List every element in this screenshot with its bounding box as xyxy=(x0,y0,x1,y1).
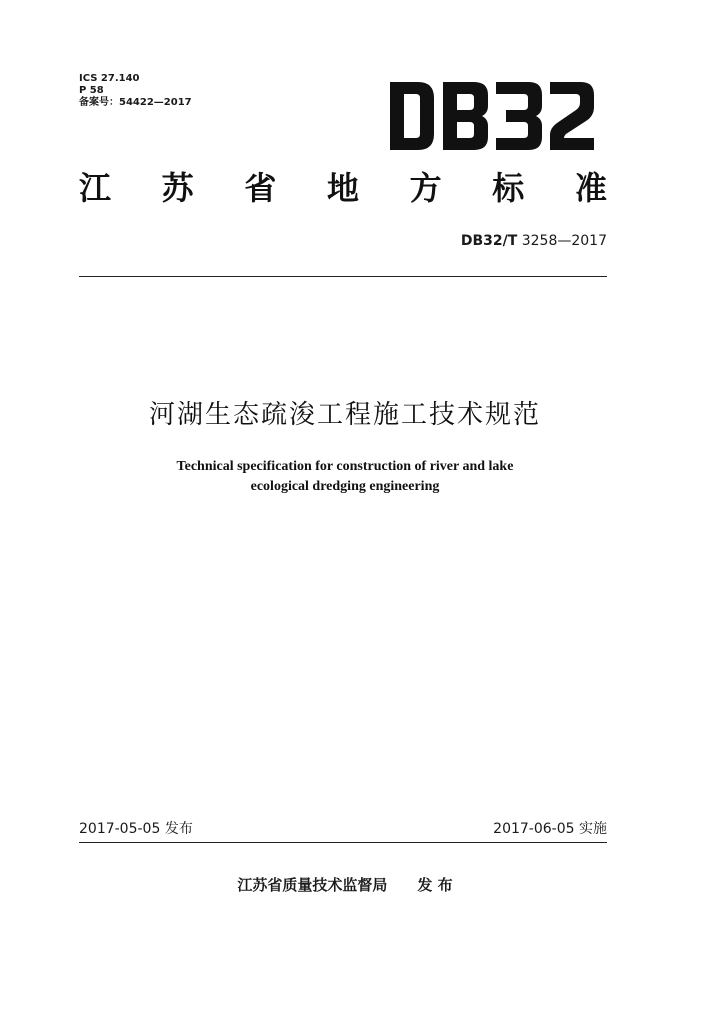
standard-type-char: 苏 xyxy=(161,169,194,207)
issue-date-line xyxy=(79,820,193,838)
publisher-line xyxy=(0,875,690,895)
publisher-action: 发 布 xyxy=(417,876,453,894)
db32-logo-mark xyxy=(390,82,594,150)
standard-type-char: 准 xyxy=(574,169,607,207)
title-chinese: 河湖生态疏浚工程施工技术规范 xyxy=(148,400,541,430)
record-number: 备案号：54422—2017 xyxy=(79,97,192,108)
ics-code: ICS 27.140 xyxy=(79,73,140,84)
implementation-label: 实施 xyxy=(579,821,607,837)
standard-number xyxy=(461,232,607,250)
standard-type-char: 省 xyxy=(244,169,277,207)
top-divider xyxy=(79,276,607,277)
issue-label: 发布 xyxy=(164,821,193,837)
title-english-line-2: ecological dredging engineering xyxy=(250,479,440,494)
standard-type-char: 地 xyxy=(326,169,359,207)
issue-date: 2017-05-05 xyxy=(79,821,161,837)
standard-type-char: 标 xyxy=(492,169,525,207)
db32-logo xyxy=(388,80,596,152)
standard-type-heading xyxy=(79,168,607,208)
bottom-divider xyxy=(79,842,607,843)
standard-number-tail: 3258—2017 xyxy=(517,233,607,249)
publisher-name: 江苏省质量技术监督局 xyxy=(237,876,388,894)
implementation-date-line xyxy=(493,820,607,838)
standard-type-char: 江 xyxy=(79,169,112,207)
implementation-date: 2017-06-05 xyxy=(493,821,575,837)
standard-number-prefix: DB32/T xyxy=(460,233,518,249)
classification-code: P 58 xyxy=(79,85,104,96)
title-english xyxy=(0,457,690,497)
standard-type-char: 方 xyxy=(409,169,442,207)
title-english-line-1: Technical specification for construction of river and lake xyxy=(176,459,514,474)
